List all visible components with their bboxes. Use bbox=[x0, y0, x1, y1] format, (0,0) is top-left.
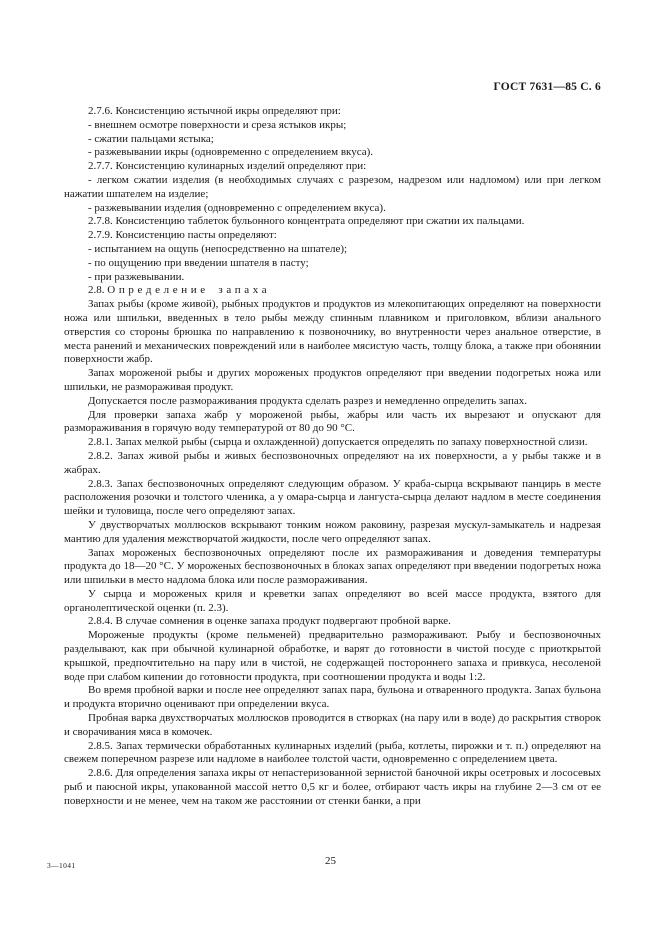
paragraph: Мороженые продукты (кроме пельменей) предварительно размораживают. Рыбу и беспозвоночных разделывают, как при обычной кулинарной обработке, и варят до готовности в чистой посуде с приоткрытой крышкой, предпочтительно на пару или в чистой, не содержащей постороннего запаха и привкуса, несоленой воде при слабом кипении до готовности продукта, при соотношении продукта и воды 1:2. bbox=[64, 629, 601, 683]
list-item: - легком сжатии изделия (в необходимых случаях с разрезом, надрезом или надломом) или при легком нажатии шпателем на изделие; bbox=[64, 173, 601, 200]
paragraph: 2.8.3. Запах беспозвоночных определяют следующим образом. У краба-сырца вскрывают панцирь в месте расположения розочки и толстого членика, а у омара-сырца и лангуста-сырца делают надлом в месте соединения шейки и туловища, после чего определяют запах. bbox=[64, 477, 601, 518]
list-item: - по ощущению при введении шпателя в пасту; bbox=[88, 256, 309, 269]
doc-header bbox=[64, 81, 601, 93]
doc-footer bbox=[0, 855, 661, 875]
list-item: - разжевывании икры (одновременно с определением вкуса). bbox=[88, 146, 374, 159]
paragraph: 2.8.1. Запах мелкой рыбы (сырца и охлажденной) допускается определять по запаху поверхностной слизи. bbox=[88, 436, 588, 449]
section-number: 2.8. bbox=[88, 284, 105, 297]
paragraph: 2.8.2. Запах живой рыбы и живых беспозвоночных определяют на их поверхности, а у рыбы также и в жабрах. bbox=[64, 449, 601, 476]
section-heading bbox=[64, 284, 601, 298]
list-item: - сжатии пальцами ястыка; bbox=[88, 132, 214, 145]
list-item: - при разжевывании. bbox=[88, 270, 185, 283]
paragraph: 2.8.6. Для определения запаха икры от непастеризованной зернистой баночной икры осетровых и лососевых рыб и паюсной икры, упакованной массой нетто 0,5 кг и более, отбирают часть икры на глубине 2—3 см от ее поверхности и не менее, чем на таком же расстоянии от стенки банки, а при bbox=[64, 767, 601, 807]
paragraph: Запах мороженых беспозвоночных определяют после их размораживания и доведения температуры продукта до 18—20 °С. У мороженых беспозвоночных в блоках запах определяют при введении подогретых ножа или шпильки в место надлома блока или после размораживания. bbox=[64, 546, 601, 587]
print-signature: 3—1041 bbox=[47, 861, 76, 870]
section-title: Определение запаха bbox=[107, 284, 271, 297]
list-item: - испытанием на ощупь (непосредственно на шпателе); bbox=[88, 242, 348, 255]
paragraph: 2.7.6. Консистенцию ястычной икры определяют при: bbox=[88, 105, 341, 117]
paragraph: У сырца и мороженых криля и креветки запах определяют во всей массе продукта, взятого для органолептической оценки (п. 2.3). bbox=[64, 587, 601, 614]
paragraph: 2.8.5. Запах термически обработанных кулинарных изделий (рыба, котлеты, пирожки и т. п.) определяют на свежем поперечном разрезе или надломе в наиболее толстой части, одновременно с определением цвета. bbox=[64, 739, 601, 766]
paragraph: 2.7.8. Консистенцию таблеток бульонного концентрата определяют при сжатии их пальцами. bbox=[88, 215, 525, 228]
paragraph: 2.7.7. Консистенцию кулинарных изделий определяют при: bbox=[88, 160, 367, 173]
list-item: - внешнем осмотре поверхности и среза ястыков икры; bbox=[88, 118, 347, 131]
paragraph: Запах мороженой рыбы и других мороженых продуктов определяют при введении подогретых ножа или шпильки, не размораживая продукт. bbox=[64, 367, 601, 393]
paragraph: 2.7.9. Консистенцию пасты определяют: bbox=[88, 229, 277, 242]
paragraph: Запах рыбы (кроме живой), рыбных продуктов и продуктов из млекопитающих определяют на поверхности ножа или шпильки, введенных в тело рыбы между спинным плавником и приголовком, вблизи анального отверстия со стороны брюшка по направлению к позвоночнику, во внутренности через анальное отверстие, в места ранений и механических повреждений или в наиболее мясистую часть, толщу блока, а также при обонянии поверхности жабр. bbox=[64, 298, 601, 366]
page-number: 25 bbox=[325, 855, 336, 867]
paragraph: Во время пробной варки и после нее определяют запах пара, бульона и отваренного продукта. Запах бульона и продукта вторично оценивают при определении вкуса. bbox=[64, 684, 601, 711]
list-item: - разжевывании изделия (одновременно с определением вкуса). bbox=[88, 201, 386, 214]
paragraph: У двустворчатых моллюсков вскрывают тонким ножом раковину, разрезая мускул-замыкатель и надрезая мантию для удаления межстворчатой жидкости, после чего определяют запах. bbox=[64, 518, 601, 545]
paragraph: 2.8.4. В случае сомнения в оценке запаха продукт подвергают пробной варке. bbox=[88, 615, 451, 628]
paragraph: Пробная варка двухстворчатых моллюсков проводится в створках (на пару или в воде) до раскрытия створок и сворачивания мяса в комочек. bbox=[64, 712, 601, 738]
doc-body bbox=[64, 105, 601, 809]
paragraph: Для проверки запаха жабр у мороженой рыбы, жабры или часть их вырезают и опускают для размораживания в горячую воду температурой от 80 до 90 °С. bbox=[64, 408, 601, 435]
doc-number: ГОСТ 7631—85 С. 6 bbox=[493, 81, 601, 93]
paragraph: Допускается после размораживания продукта сделать разрез и немедленно определить запах. bbox=[88, 394, 527, 407]
